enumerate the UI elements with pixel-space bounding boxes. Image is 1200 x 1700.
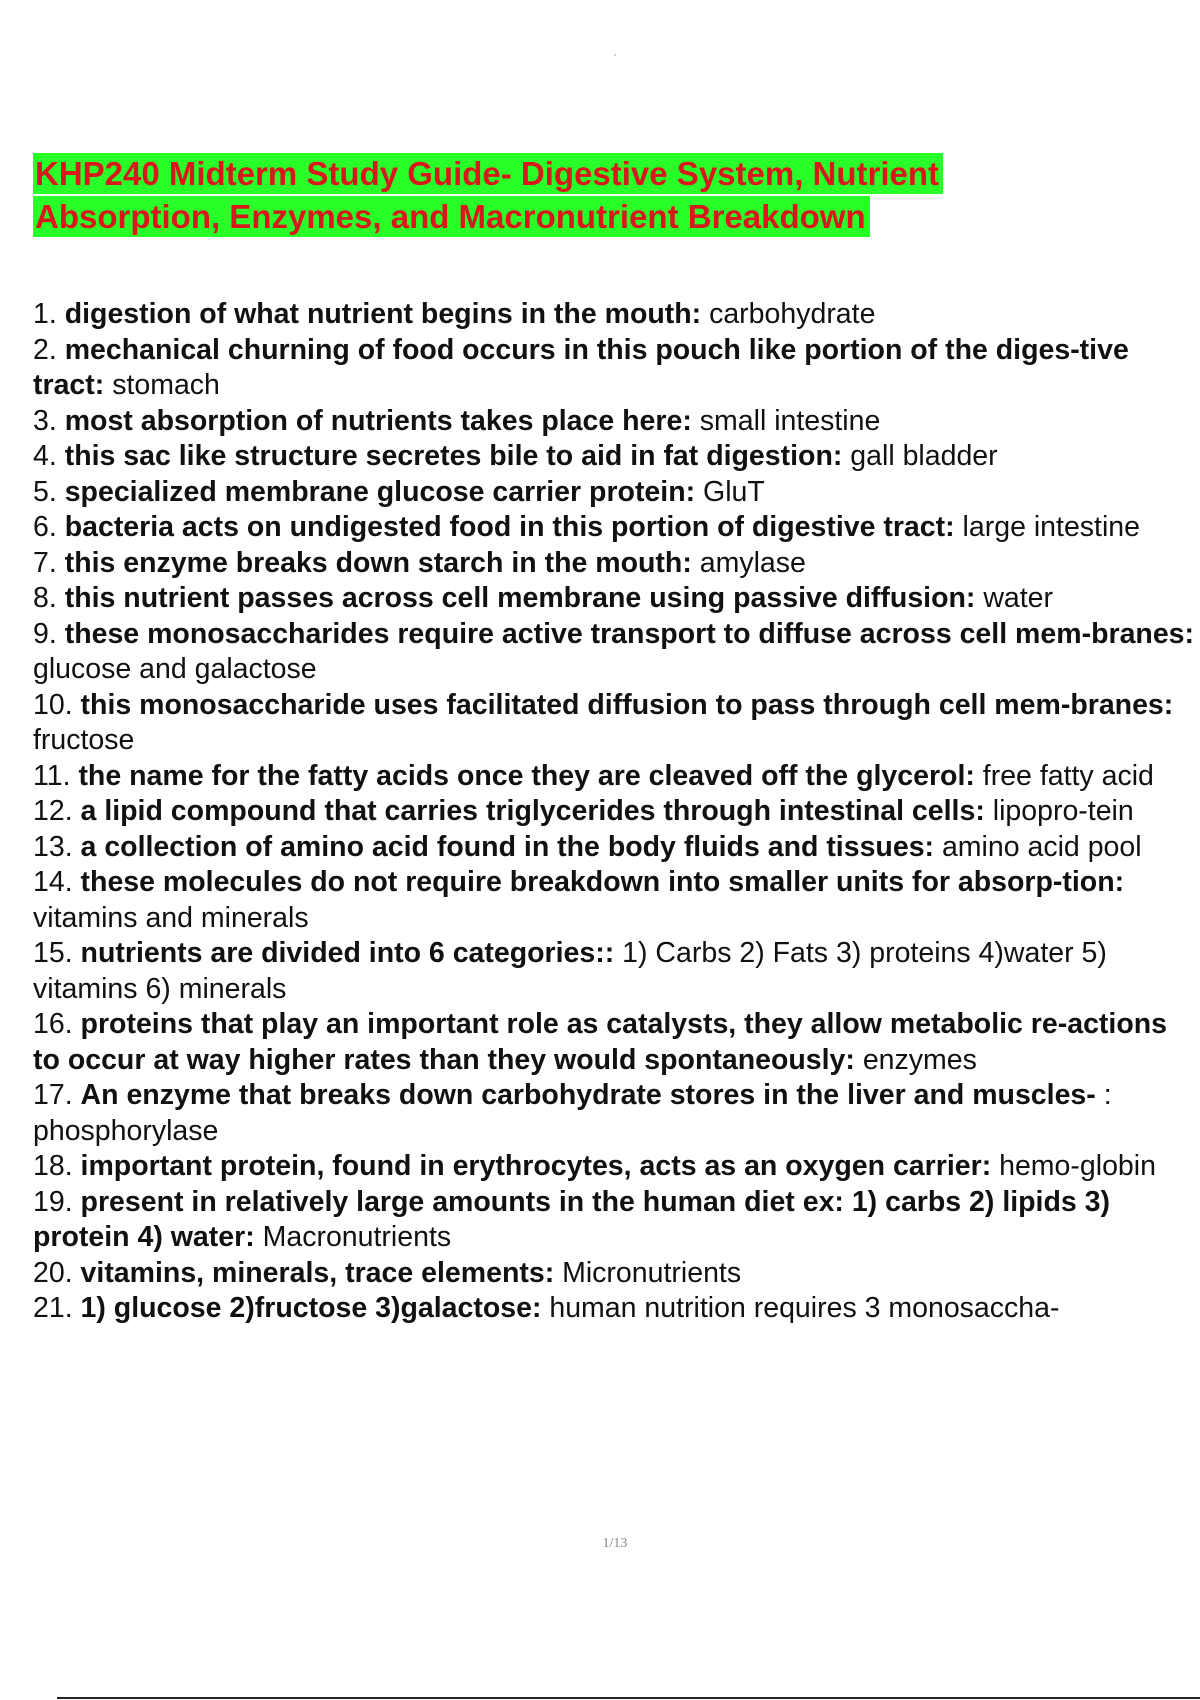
item-question: present in relatively large amounts in the human diet ex: 1) carbs 2) lipids 3) protein 4) water: [33,1185,1110,1253]
item-question: vitamins, minerals, trace elements: [80,1256,555,1289]
item-number: 18. [33,1150,73,1182]
item-number: 3. [33,404,57,437]
item-question: bacteria acts on undigested food in this portion of digestive tract: [64,511,955,543]
question-answer-list [33,297,1195,1327]
item-number: 19. [33,1185,73,1218]
item-question: nutrients are divided into 6 categories:: [80,937,615,969]
item-answer: GluT [703,475,765,508]
list-item [33,865,1195,936]
list-item [33,1185,1195,1256]
item-answer: lipopro-tein [992,795,1134,827]
scan-speck [614,54,616,56]
item-question: specialized membrane glucose carrier protein: [64,475,696,508]
list-item [33,688,1195,759]
item-answer: human nutrition requires 3 monosaccha- [549,1292,1060,1324]
item-number: 2. [33,333,57,366]
item-number: 9. [33,617,57,650]
item-number: 10. [33,688,73,721]
item-answer: Macronutrients [262,1221,452,1253]
list-item [33,475,1195,511]
item-question: this enzyme breaks down starch in the mouth: [64,546,692,579]
item-answer: water [983,582,1054,614]
item-answer: large intestine [962,511,1140,543]
item-question: these monosaccharides require active transport to diffuse across cell mem-branes: [64,617,1195,650]
item-question: these molecules do not require breakdown into smaller units for absorp-tion: [80,866,1125,898]
item-number: 13. [33,830,73,863]
item-answer: small intestine [699,404,881,437]
list-item [33,1078,1195,1149]
item-answer: hemo-globin [999,1150,1156,1182]
list-item [33,936,1195,1007]
item-question: the name for the fatty acids once they are cleaved off the glycerol: [78,759,975,792]
item-question: An enzyme that breaks down carbohydrate stores in the liver and muscles- [80,1079,1096,1111]
list-item [33,1149,1195,1185]
title-line-2: Absorption, Enzymes, and Macronutrient Breakdown [33,196,870,237]
item-number: 17. [33,1079,73,1111]
item-number: 6. [33,511,57,543]
list-item [33,617,1195,688]
page-number: 1/13 [602,1536,628,1551]
item-answer: vitamins and minerals [33,901,309,934]
item-number: 12. [33,795,73,827]
item-answer: gall bladder [850,440,998,472]
list-item [33,1256,1195,1292]
list-item [33,1007,1195,1078]
item-number: 7. [33,546,57,579]
item-question: important protein, found in erythrocytes, acts as an oxygen carrier: [80,1150,992,1182]
item-number: 20. [33,1256,73,1289]
title-line-1: KHP240 Midterm Study Guide- Digestive System, Nutrient [33,153,943,194]
list-item [33,439,1195,475]
item-question: a lipid compound that carries triglycerides through intestinal cells: [80,795,985,827]
item-question: digestion of what nutrient begins in the mouth: [64,298,702,330]
item-number: 1. [33,298,57,330]
item-answer: 1) Carbs 2) Fats 3) proteins 4)water 5) vitamins 6) minerals [33,937,1107,1005]
item-number: 16. [33,1008,73,1040]
document-title [33,152,1033,238]
item-answer: amylase [699,546,806,579]
list-item [33,759,1195,795]
footer-divider [57,1697,1200,1699]
item-number: 4. [33,440,57,472]
list-item [33,297,1195,333]
item-question: proteins that play an important role as catalysts, they allow metabolic re-actions to occur at way higher rates than they would spontaneously: [33,1008,1168,1076]
item-number: 8. [33,582,57,614]
item-answer: free fatty acid [982,759,1154,792]
item-question: most absorption of nutrients takes place here: [64,404,692,437]
item-answer: stomach [112,369,220,401]
item-answer: fructose [33,724,135,756]
item-answer: amino acid pool [941,830,1142,863]
list-item [33,333,1195,404]
item-number: 21. [33,1292,73,1324]
item-answer: enzymes [862,1043,977,1076]
list-item [33,546,1195,582]
item-number: 5. [33,475,57,508]
item-question: mechanical churning of food occurs in this pouch like portion of the diges-tive tract: [33,333,1129,401]
list-item [33,510,1195,546]
item-answer: carbohydrate [709,298,876,330]
list-item [33,404,1195,440]
item-answer: : phosphorylase [33,1079,1112,1147]
item-question: this nutrient passes across cell membrane using passive diffusion: [64,582,976,614]
item-number: 14. [33,866,73,898]
list-item [33,581,1195,617]
list-item [33,794,1195,830]
item-answer: glucose and galactose [33,653,317,685]
item-number: 15. [33,937,73,969]
item-question: 1) glucose 2)fructose 3)galactose: [80,1292,542,1324]
list-item [33,1291,1195,1327]
item-answer: Micronutrients [562,1256,742,1289]
item-question: this sac like structure secretes bile to aid in fat digestion: [64,440,843,472]
item-question: this monosaccharide uses facilitated diffusion to pass through cell mem-branes: [80,688,1174,721]
item-number: 11. [33,759,71,792]
list-item [33,830,1195,866]
item-question: a collection of amino acid found in the body fluids and tissues: [80,830,935,863]
